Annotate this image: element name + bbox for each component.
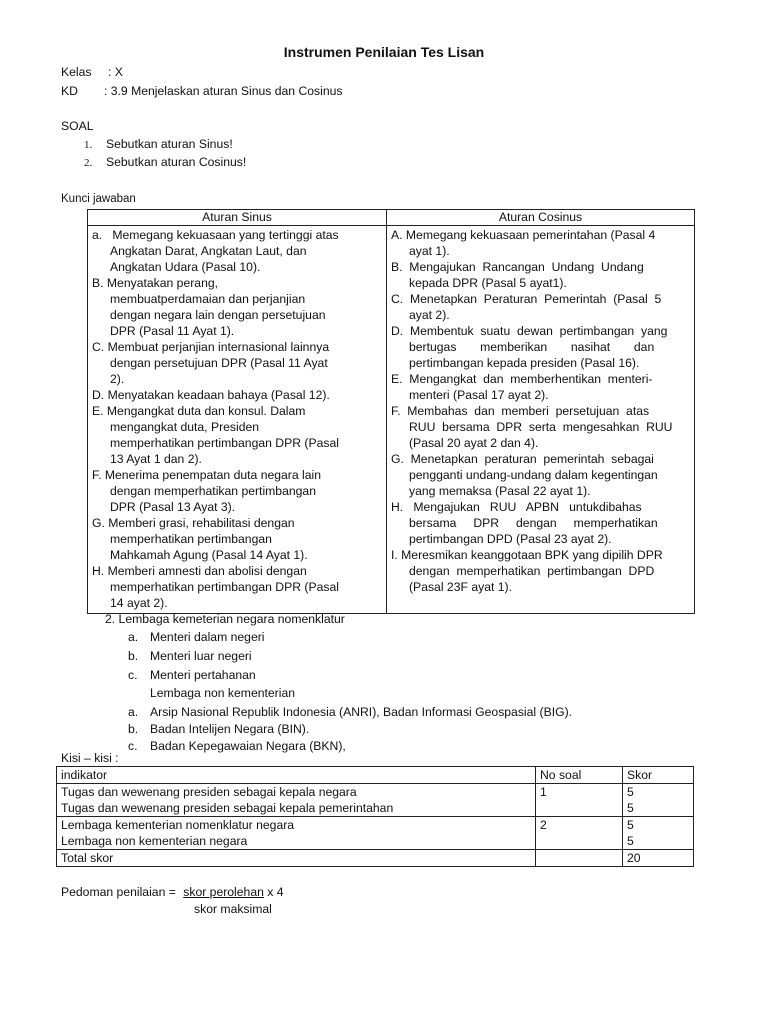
table-row: [57, 784, 694, 817]
answer-line: D. Menyatakan keadaan bahaya (Pasal 12).: [92, 388, 330, 402]
answer-line: pertimbangan DPD (Pasal 23 ayat 2).: [409, 532, 612, 546]
kisi-table: [56, 766, 694, 867]
list-item: [128, 648, 572, 667]
answer-line: Angkatan Udara (Pasal 10).: [110, 260, 261, 274]
table-row: [57, 817, 694, 850]
answer-item: [92, 467, 382, 515]
answer-item: [92, 387, 382, 403]
list-text: Arsip Nasional Republik Indonesia (ANRI), Badan Informasi Geospasial (BIG).: [150, 705, 573, 719]
answer-line: ayat 2).: [409, 308, 450, 322]
skor-line: 5: [627, 818, 634, 832]
total-row: [57, 850, 694, 867]
answer-item: [391, 291, 690, 323]
soal-text: Sebutkan aturan Sinus!: [106, 137, 233, 151]
list-letter: c.: [128, 668, 138, 682]
answer-line: C. Membuat perjanjian internasional lainnya: [92, 340, 330, 354]
no-soal-cell: 1: [536, 784, 623, 817]
answer-line: E. Mengangkat duta dan konsul. Dalam: [92, 404, 306, 418]
answer-line: B. Menyatakan perang,: [92, 276, 219, 290]
answer-line: H. Mengajukan RUU APBN untukdibahas: [391, 500, 642, 514]
list-letter: b.: [128, 649, 139, 663]
kementerian-list: [128, 629, 572, 755]
indikator-line: Tugas dan wewenang presiden sebagai kepala negara: [61, 785, 357, 799]
answer-line: menteri (Pasal 17 ayat 2).: [409, 388, 549, 402]
indikator-line: Tugas dan wewenang presiden sebagai kepala pemerintahan: [61, 801, 394, 815]
total-no-soal: [536, 850, 623, 867]
cosinus-list: [391, 227, 690, 595]
indikator-line: Lembaga non kementerian negara: [61, 834, 248, 848]
answer-line: DPR (Pasal 11 Ayat 1).: [110, 324, 235, 338]
answer-item: [391, 499, 690, 547]
indikator-cell: [57, 817, 536, 850]
answer-line: H. Memberi amnesti dan abolisi dengan: [92, 564, 307, 578]
answer-item: [391, 259, 690, 291]
header-no-soal: No soal: [536, 767, 623, 784]
answer-line: G. Menetapkan peraturan pemerintah sebagai: [391, 452, 654, 466]
kd-value: : 3.9 Menjelaskan aturan Sinus dan Cosinus: [104, 84, 343, 98]
answer-line: bersama DPR dengan memperhatikan: [409, 516, 658, 530]
answer-line: dengan memperhatikan pertimbangan: [110, 484, 316, 498]
answer-line: C. Menetapkan Peraturan Pemerintah (Pasal 5: [391, 292, 662, 306]
kd-label: KD: [61, 84, 78, 98]
answer-line: dengan persetujuan DPR (Pasal 11 Ayat: [110, 356, 328, 370]
skor-cell: [623, 784, 694, 817]
answer-line: ayat 1).: [409, 244, 450, 258]
answer-line: F. Menerima penempatan duta negara lain: [92, 468, 321, 482]
answer-item: [92, 227, 382, 275]
list-letter: b.: [128, 722, 139, 736]
answer-line: F. Membahas dan memberi persetujuan atas: [391, 404, 650, 418]
list-item: [128, 721, 572, 738]
pedoman-numerator: skor perolehan: [183, 885, 264, 899]
kunci-jawaban-table: [87, 209, 695, 614]
list-item: [128, 667, 572, 685]
skor-line: 5: [627, 785, 634, 799]
answer-line: membuatperdamaian dan perjanjian: [110, 292, 306, 306]
answer-item: [92, 563, 382, 611]
answer-line: Angkatan Darat, Angkatan Laut, dan: [110, 244, 307, 258]
list-letter: c.: [128, 739, 138, 753]
non-kementerian-heading: Lembaga non kementerian: [150, 686, 295, 700]
answer-line: bertugas memberikan nasihat dan: [409, 340, 655, 354]
list-text: Menteri dalam negeri: [150, 630, 265, 644]
pedoman-label: Pedoman penilaian =: [61, 885, 176, 899]
list-letter: a.: [128, 705, 139, 719]
answer-line: I. Meresmikan keanggotaan BPK yang dipilih DPR: [391, 548, 663, 562]
soal-number: 2.: [84, 157, 93, 169]
sinus-cell: [88, 226, 387, 614]
answer-line: kepada DPR (Pasal 5 ayat1).: [409, 276, 567, 290]
skor-line: 5: [627, 834, 634, 848]
answer-item: [391, 323, 690, 371]
answer-line: dengan negara lain dengan persetujuan: [110, 308, 326, 322]
kd-row: [61, 83, 661, 99]
soal-item: [84, 136, 484, 154]
soal-item: [84, 154, 484, 172]
kelas-row: [61, 64, 123, 80]
indikator-line: Lembaga kementerian nomenklatur negara: [61, 818, 295, 832]
answer-line: memperhatikan pertimbangan DPR (Pasal: [110, 436, 339, 450]
answer-item: [391, 451, 690, 499]
answer-line: E. Mengangkat dan memberhentikan menteri-: [391, 372, 653, 386]
list-text: Badan Kepegawaian Negara (BKN),: [150, 739, 346, 753]
pedoman-denominator: skor maksimal: [194, 902, 272, 916]
answer-line: pengganti undang-undang dalam kegentingan: [409, 468, 658, 482]
soal-list: [84, 136, 484, 172]
sinus-list: [92, 227, 382, 611]
indikator-cell: [57, 784, 536, 817]
col-header-sinus: Aturan Sinus: [88, 210, 387, 226]
list-item: [128, 738, 572, 755]
list-text: Menteri luar negeri: [150, 649, 252, 663]
header-indikator: indikator: [57, 767, 536, 784]
cosinus-cell: [387, 226, 695, 614]
page-title: Instrumen Penilaian Tes Lisan: [283, 44, 485, 60]
answer-line: memperhatikan pertimbangan DPR (Pasal: [110, 580, 339, 594]
answer-line: DPR (Pasal 13 Ayat 3).: [110, 500, 236, 514]
total-value: 20: [623, 850, 694, 867]
kisi-heading: Kisi – kisi :: [61, 751, 119, 765]
answer-item: [92, 339, 382, 387]
answer-line: B. Mengajukan Rancangan Undang Undang: [391, 260, 644, 274]
answer-line: G. Memberi grasi, rehabilitasi dengan: [92, 516, 295, 530]
col-header-cosinus: Aturan Cosinus: [387, 210, 695, 226]
soal-text: Sebutkan aturan Cosinus!: [106, 155, 247, 169]
list-item: [128, 704, 572, 721]
answer-item: [92, 515, 382, 563]
answer-line: mengangkat duta, Presiden: [110, 420, 260, 434]
list-letter: a.: [128, 630, 139, 644]
kelas-label: Kelas: [61, 65, 92, 79]
answer-item: [391, 371, 690, 403]
header-skor: Skor: [623, 767, 694, 784]
answer-line: yang memaksa (Pasal 22 ayat 1).: [409, 484, 591, 498]
pedoman-row: [61, 884, 461, 900]
kelas-value: : X: [108, 65, 123, 79]
kunci-heading: Kunci jawaban: [61, 193, 136, 205]
answer-item: [391, 227, 690, 259]
answer-item: [391, 403, 690, 451]
lembaga-heading: 2. Lembaga kemeterian negara nomenklatur: [105, 612, 345, 626]
list-text: Menteri pertahanan: [150, 668, 256, 682]
answer-item: [92, 403, 382, 467]
answer-line: D. Membentuk suatu dewan pertimbangan yang: [391, 324, 668, 338]
answer-line: RUU bersama DPR serta mengesahkan RUU: [409, 420, 673, 434]
answer-line: dengan memperhatikan pertimbangan DPD: [409, 564, 655, 578]
answer-line: Mahkamah Agung (Pasal 14 Ayat 1).: [110, 548, 308, 562]
list-item: [128, 629, 572, 648]
answer-line: (Pasal 20 ayat 2 dan 4).: [409, 436, 539, 450]
soal-heading: SOAL: [61, 119, 94, 133]
answer-line: 2).: [110, 372, 125, 386]
answer-line: 14 ayat 2).: [110, 596, 168, 610]
list-text: Badan Intelijen Negara (BIN).: [150, 722, 310, 736]
no-soal-cell: 2: [536, 817, 623, 850]
answer-line: pertimbangan kepada presiden (Pasal 16).: [409, 356, 640, 370]
answer-line: (Pasal 23F ayat 1).: [409, 580, 512, 594]
total-label: Total skor: [57, 850, 536, 867]
answer-item: [391, 547, 690, 595]
answer-line: 13 Ayat 1 dan 2).: [110, 452, 202, 466]
skor-cell: [623, 817, 694, 850]
answer-line: memperhatikan pertimbangan: [110, 532, 272, 546]
answer-line: a. Memegang kekuasaan yang tertinggi atas: [92, 228, 339, 242]
answer-item: [92, 275, 382, 339]
soal-number: 1.: [84, 139, 93, 151]
pedoman-multiplier: x 4: [267, 885, 284, 899]
answer-line: A. Memegang kekuasaan pemerintahan (Pasal 4: [391, 228, 656, 242]
skor-line: 5: [627, 801, 634, 815]
